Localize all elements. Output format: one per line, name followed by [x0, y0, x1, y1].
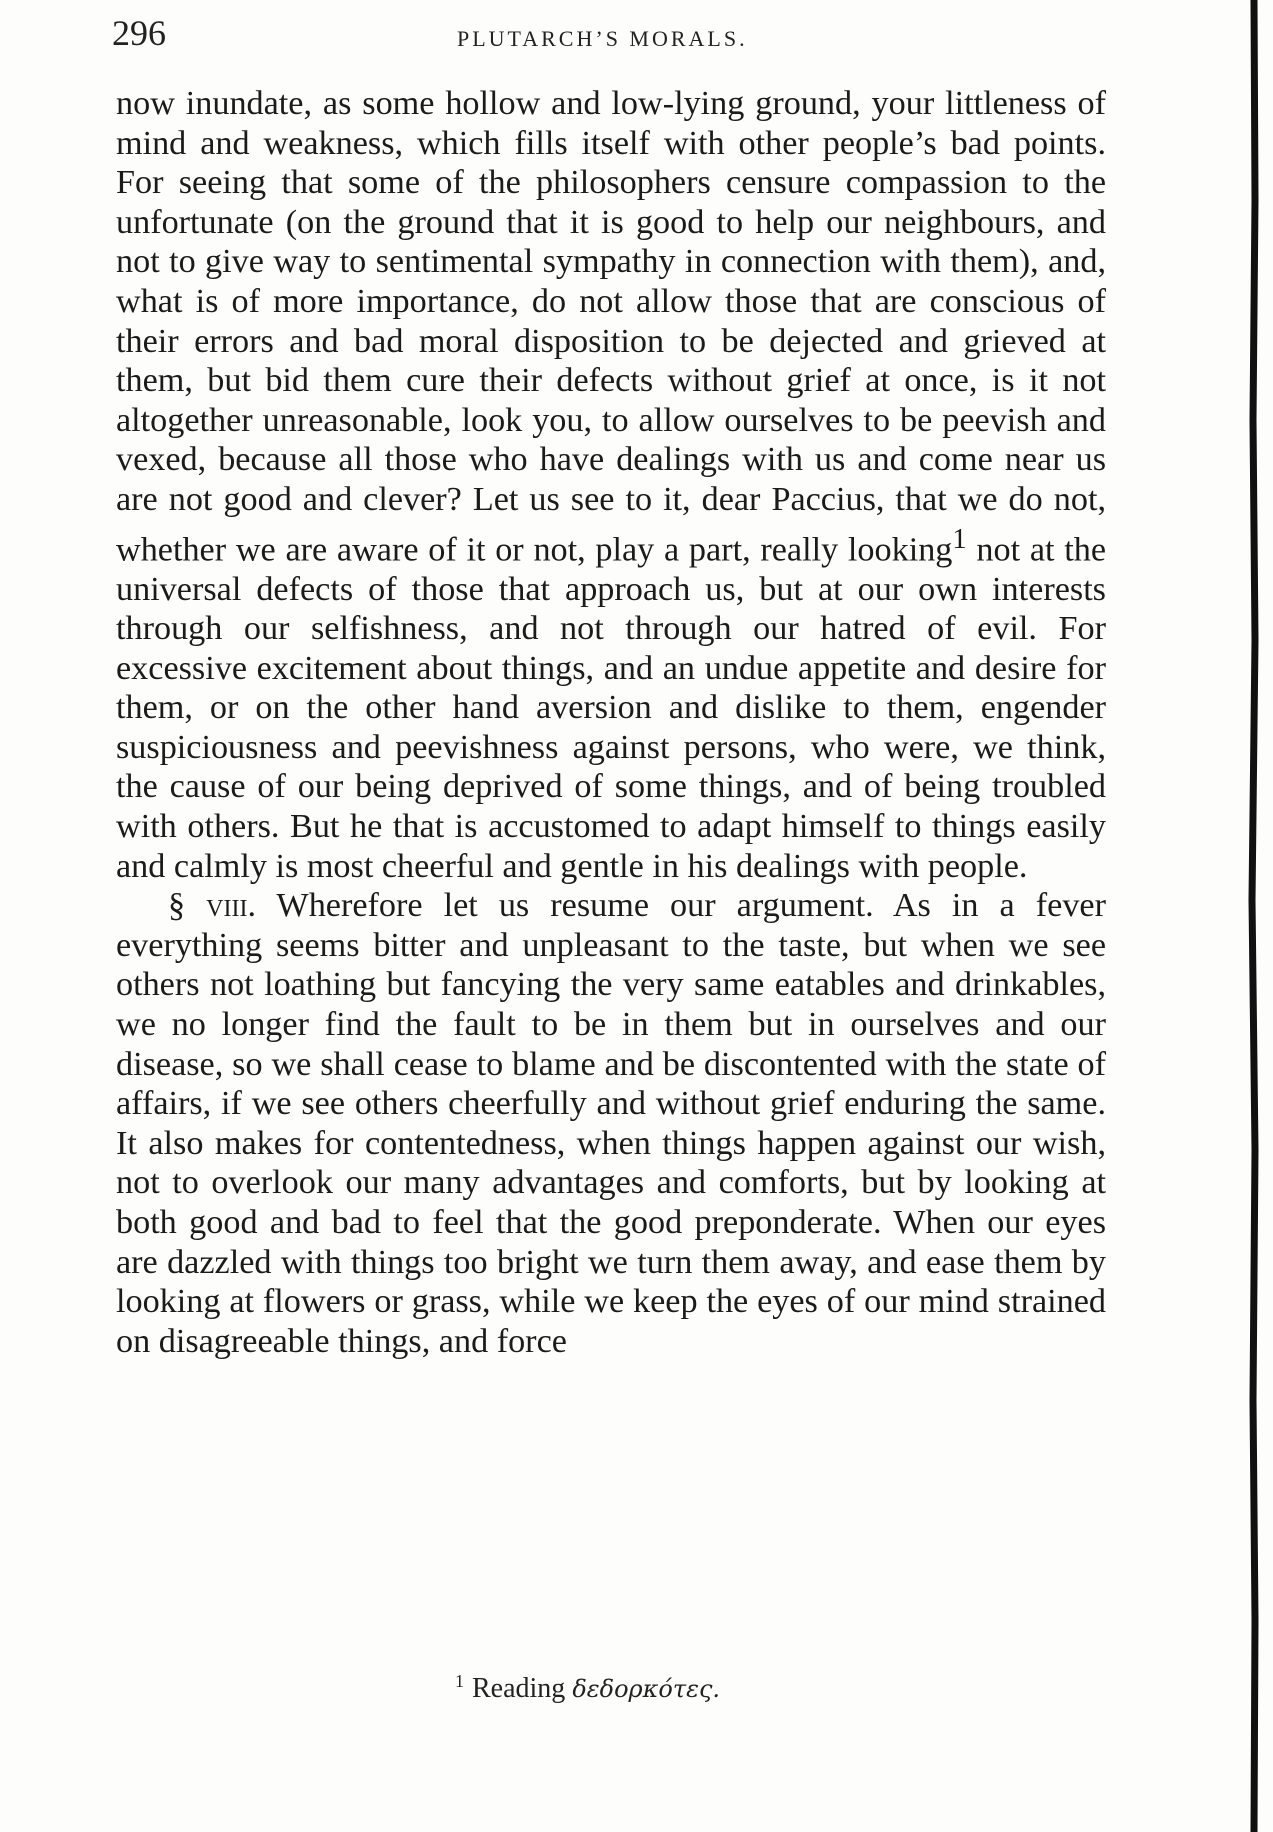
footnote-label: Reading [472, 1673, 566, 1704]
binding-edge-shadow [1247, 0, 1261, 1832]
footnote-greek: δεδορκότες. [572, 1675, 721, 1703]
paragraph-section-viii [116, 886, 1106, 1361]
footnote [455, 1671, 720, 1705]
footnote-reference: 1 [952, 523, 967, 555]
paragraph-text: not at the universal defects of those that approach us, but at our own interests through our selfishness, and not through our hatred of evil. For excessive excitement about things, and an undue appetite and desire for them, or on the other hand aversion and dislike to them, engender suspiciousness and peevishness against persons, who were, we think, the cause of our being deprived of some things, and of being troubled with others. But he that is accustomed to adapt himself to things easily and calmly is most cheerful and gentle in his dealings with people. [116, 530, 1107, 885]
running-head [112, 12, 1102, 52]
footnote-marker: 1 [455, 1671, 464, 1691]
page-number: 296 [112, 13, 166, 53]
paragraph-text: now inundate, as some hollow and low-lying ground, your littleness of mind and weakness, which fills itself with other people’s bad points. For seeing that some of the philosophers censure compassion to the unfortunate (on the ground that it is good to help our neighbours, and not to give way to sentimental sympathy in connection with them), and, what is of more importance, do not allow those that are conscious of their errors and bad moral disposition to be dejected and grieved at them, but bid them cure their defects without grief at once, is it not altogether unreasonable, look you, to allow ourselves to be peevish and vexed, because all those who have dealings with us and come near us are not good and clever? Let us see to it, dear Paccius, that we do not, whether we are aware of it or not, play a part, really looking [116, 85, 1106, 568]
paragraph-text: Wherefore let us resume our argument. As in a fever everything seems bitter and unpleasant to the taste, but when we see others not loathing but fancying the very same eatables and drinkables, we no longer find the fault to be in them but in ourselves and our disease, so we shall cease to blame and be discontented with the state of affairs, if we see others cheerfully and without grief enduring the same. It also makes for contentedness, when things happen against our wish, not to overlook our many advantages and comforts, but by looking at both good and bad to feel that the good preponderate. When our eyes are dazzled with things too bright we turn them away, and ease them by looking at flowers or grass, while we keep the eyes of our mind strained on disagreeable things, and force [116, 887, 1106, 1360]
running-title: PLUTARCH’S MORALS. [457, 26, 748, 51]
body-text [116, 84, 1106, 1361]
section-marker: § viii. [168, 887, 256, 925]
paragraph-continued [116, 84, 1106, 886]
